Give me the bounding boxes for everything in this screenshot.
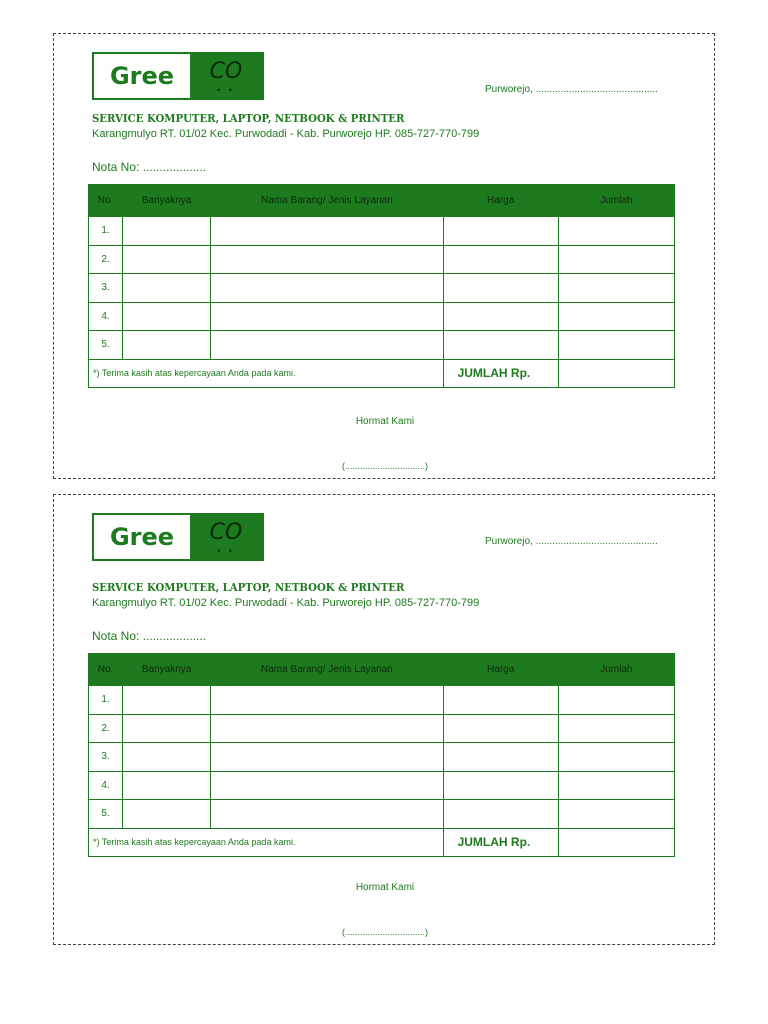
row-number: 3. xyxy=(89,743,123,772)
row-number: 1. xyxy=(89,686,123,715)
table-header xyxy=(89,185,675,217)
cell-harga[interactable] xyxy=(443,331,558,360)
signature-line: (................................) xyxy=(341,461,428,471)
cell-jumlah[interactable] xyxy=(558,331,674,360)
row-number: 5. xyxy=(89,800,123,829)
logo-dots: • • xyxy=(217,546,235,556)
cell-jumlah[interactable] xyxy=(558,714,674,743)
cell-harga[interactable] xyxy=(443,686,558,715)
row-number: 1. xyxy=(89,217,123,246)
row-number: 4. xyxy=(89,302,123,331)
table-footer xyxy=(89,359,675,388)
header-harga: Harga xyxy=(443,185,558,217)
table-row xyxy=(89,217,675,246)
cell-harga[interactable] xyxy=(443,274,558,303)
table-header xyxy=(89,654,675,686)
cell-harga[interactable] xyxy=(443,217,558,246)
table-row xyxy=(89,686,675,715)
header-jumlah: Jumlah xyxy=(558,654,674,686)
logo xyxy=(92,52,264,100)
cell-nama-barang[interactable] xyxy=(211,217,443,246)
table-row xyxy=(89,245,675,274)
table-row xyxy=(89,771,675,800)
cell-banyaknya[interactable] xyxy=(123,714,211,743)
logo xyxy=(92,513,264,561)
logo-text-right: CO xyxy=(209,520,243,545)
cell-harga[interactable] xyxy=(443,302,558,331)
footer-note: *) Terima kasih atas kepercayaan Anda pada kami. xyxy=(89,828,444,857)
table-row xyxy=(89,800,675,829)
logo-text-left: Gree xyxy=(109,62,175,90)
company-address: Karangmulyo RT. 01/02 Kec. Purwodadi - Kab. Purworejo HP. 085-727-770-799 xyxy=(92,597,480,609)
header-nama-barang: Nama Barang/ Jenis Layanan xyxy=(211,185,443,217)
header-harga: Harga xyxy=(443,654,558,686)
cell-jumlah[interactable] xyxy=(558,245,674,274)
hormat-kami: Hormat Kami xyxy=(355,416,415,427)
receipt-bottom xyxy=(53,494,715,945)
cell-banyaknya[interactable] xyxy=(123,686,211,715)
cell-nama-barang[interactable] xyxy=(211,714,443,743)
logo-text-right: CO xyxy=(209,59,243,84)
cell-banyaknya[interactable] xyxy=(123,743,211,772)
row-number: 4. xyxy=(89,771,123,800)
total-label: JUMLAH Rp. xyxy=(443,359,558,388)
logo-dots: • • xyxy=(217,85,235,95)
header-nama-barang: Nama Barang/ Jenis Layanan xyxy=(211,654,443,686)
cell-jumlah[interactable] xyxy=(558,743,674,772)
cell-banyaknya[interactable] xyxy=(123,771,211,800)
cell-harga[interactable] xyxy=(443,771,558,800)
cell-jumlah[interactable] xyxy=(558,771,674,800)
cell-banyaknya[interactable] xyxy=(123,800,211,829)
cell-nama-barang[interactable] xyxy=(211,686,443,715)
company-address: Karangmulyo RT. 01/02 Kec. Purwodadi - Kab. Purworejo HP. 085-727-770-799 xyxy=(92,128,480,140)
table-row xyxy=(89,302,675,331)
cell-banyaknya[interactable] xyxy=(123,302,211,331)
nota-number: Nota No: ................... xyxy=(92,160,207,174)
table-row xyxy=(89,714,675,743)
logo-box-right xyxy=(190,54,262,98)
place-date: Purworejo, ............................................ xyxy=(485,536,658,547)
cell-nama-barang[interactable] xyxy=(211,743,443,772)
table-row xyxy=(89,331,675,360)
cell-banyaknya[interactable] xyxy=(123,245,211,274)
header-banyaknya: Banyaknya xyxy=(123,185,211,217)
total-label: JUMLAH Rp. xyxy=(443,828,558,857)
cell-jumlah[interactable] xyxy=(558,686,674,715)
cell-banyaknya[interactable] xyxy=(123,217,211,246)
company-name: SERVICE KOMPUTER, LAPTOP, NETBOOK & PRINTER xyxy=(92,112,405,125)
cell-nama-barang[interactable] xyxy=(211,771,443,800)
cell-nama-barang[interactable] xyxy=(211,302,443,331)
cell-harga[interactable] xyxy=(443,714,558,743)
cell-nama-barang[interactable] xyxy=(211,800,443,829)
company-name: SERVICE KOMPUTER, LAPTOP, NETBOOK & PRINTER xyxy=(92,581,405,594)
receipt-top xyxy=(53,33,715,479)
header-jumlah: Jumlah xyxy=(558,185,674,217)
footer-note: *) Terima kasih atas kepercayaan Anda pada kami. xyxy=(89,359,444,388)
total-value[interactable] xyxy=(558,828,674,857)
cell-nama-barang[interactable] xyxy=(211,274,443,303)
cell-nama-barang[interactable] xyxy=(211,245,443,274)
header-banyaknya: Banyaknya xyxy=(123,654,211,686)
cell-jumlah[interactable] xyxy=(558,274,674,303)
header-no: No. xyxy=(89,185,123,217)
header-no: No. xyxy=(89,654,123,686)
hormat-kami: Hormat Kami xyxy=(355,882,415,893)
nota-number: Nota No: ................... xyxy=(92,629,207,643)
table-footer xyxy=(89,828,675,857)
cell-harga[interactable] xyxy=(443,743,558,772)
cell-nama-barang[interactable] xyxy=(211,331,443,360)
cell-banyaknya[interactable] xyxy=(123,274,211,303)
logo-box-right xyxy=(190,515,262,559)
items-table xyxy=(88,653,675,857)
total-value[interactable] xyxy=(558,359,674,388)
cell-harga[interactable] xyxy=(443,800,558,829)
row-number: 2. xyxy=(89,245,123,274)
cell-jumlah[interactable] xyxy=(558,800,674,829)
table-row xyxy=(89,743,675,772)
table-row xyxy=(89,274,675,303)
cell-banyaknya[interactable] xyxy=(123,331,211,360)
row-number: 2. xyxy=(89,714,123,743)
place-date: Purworejo, ............................................ xyxy=(485,84,658,95)
row-number: 5. xyxy=(89,331,123,360)
logo-text-left: Gree xyxy=(109,523,175,551)
signature-line: (................................) xyxy=(341,927,428,937)
cell-harga[interactable] xyxy=(443,245,558,274)
cell-jumlah[interactable] xyxy=(558,217,674,246)
items-table xyxy=(88,184,675,388)
cell-jumlah[interactable] xyxy=(558,302,674,331)
row-number: 3. xyxy=(89,274,123,303)
